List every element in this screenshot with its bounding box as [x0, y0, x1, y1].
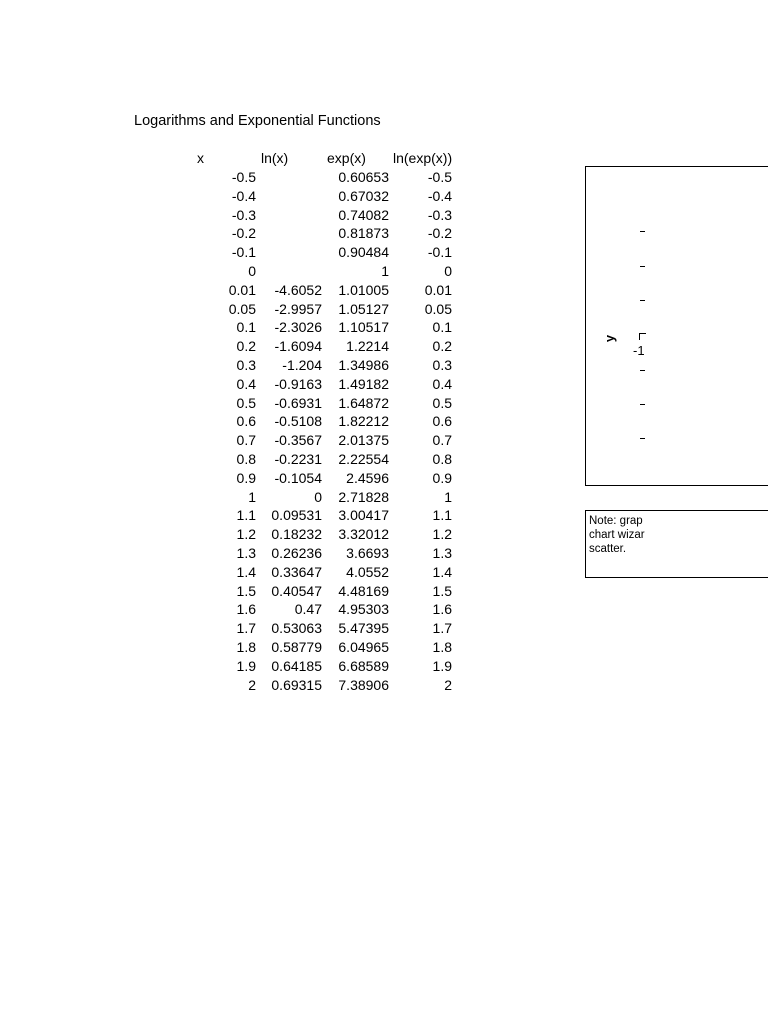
cell-ln-exp-x: 1.9	[432, 657, 452, 674]
cell-ln-x: 0.09531	[271, 507, 322, 524]
cell-x: 0.9	[236, 469, 256, 486]
header-ln-x: ln(x)	[261, 150, 289, 166]
cell-exp-x: 0.60653	[338, 169, 389, 185]
cell-exp-x: 0.74082	[338, 206, 389, 223]
cell-x: 1.4	[236, 563, 256, 580]
cell-ln-exp-x: 2	[444, 676, 452, 693]
cell-ln-x: -1.204	[282, 356, 322, 373]
cell-x: 0	[248, 262, 256, 279]
y-axis-tick	[640, 370, 645, 371]
cell-ln-x: 0.69315	[271, 676, 322, 693]
table-row	[0, 243, 470, 262]
cell-ln-exp-x: 0.8	[432, 450, 452, 467]
cell-ln-x: 0.40547	[271, 582, 322, 599]
table-row	[0, 206, 470, 225]
cell-ln-x: 0.47	[294, 601, 322, 618]
cell-x: -0.1	[231, 244, 256, 261]
cell-exp-x: 1	[381, 262, 389, 279]
cell-x: 1.3	[236, 544, 256, 561]
cell-x: 0.05	[228, 300, 256, 317]
cell-x: 1.9	[236, 657, 256, 674]
cell-exp-x: 1.10517	[338, 319, 389, 336]
note-line: Note: grap	[589, 515, 643, 527]
cell-exp-x: 0.90484	[338, 244, 389, 261]
cell-ln-exp-x: 0.6	[432, 413, 452, 430]
cell-x: 0.4	[236, 375, 256, 392]
cell-x: 0.2	[236, 338, 256, 355]
cell-ln-exp-x: 1	[444, 488, 452, 505]
cell-exp-x: 1.01005	[338, 281, 389, 298]
cell-ln-x: -0.9163	[274, 375, 322, 392]
table-row	[0, 337, 470, 356]
cell-x: 0.5	[236, 394, 256, 411]
cell-x: 1.8	[236, 638, 256, 655]
cell-ln-x: -0.3567	[274, 432, 322, 449]
y-axis-tick	[640, 266, 645, 267]
cell-ln-exp-x: -0.5	[427, 169, 452, 185]
chart-frame	[585, 166, 768, 486]
cell-ln-x: -0.5108	[274, 413, 322, 430]
cell-ln-exp-x: 1.8	[432, 638, 452, 655]
cell-ln-x: -2.3026	[274, 319, 322, 336]
cell-exp-x: 3.6693	[346, 544, 389, 561]
cell-exp-x: 3.00417	[338, 507, 389, 524]
cell-exp-x: 1.49182	[338, 375, 389, 392]
cell-x: 1.5	[236, 582, 256, 599]
cell-ln-x: 0.64185	[271, 657, 322, 674]
cell-x: -0.3	[231, 206, 256, 223]
cell-ln-exp-x: 0.01	[424, 281, 452, 298]
cell-ln-exp-x: 1.4	[432, 563, 452, 580]
cell-ln-x: -2.9957	[274, 300, 322, 317]
cell-ln-exp-x: 0	[444, 262, 452, 279]
cell-exp-x: 4.48169	[338, 582, 389, 599]
cell-ln-exp-x: -0.1	[427, 244, 452, 261]
table-row	[0, 281, 470, 300]
table-row	[0, 619, 470, 638]
table-row	[0, 431, 470, 450]
table-row	[0, 300, 470, 319]
cell-ln-exp-x: 0.4	[432, 375, 452, 392]
x-axis-tick-label: -1	[633, 343, 645, 358]
cell-ln-exp-x: 0.7	[432, 432, 452, 449]
table-row	[0, 676, 470, 695]
cell-exp-x: 4.95303	[338, 601, 389, 618]
y-axis-label: y	[602, 334, 618, 343]
cell-ln-exp-x: 1.6	[432, 601, 452, 618]
cell-x: 2	[248, 676, 256, 693]
cell-ln-exp-x: -0.3	[427, 206, 452, 223]
cell-ln-exp-x: 0.3	[432, 356, 452, 373]
y-axis-tick	[640, 438, 645, 439]
table-row	[0, 488, 470, 507]
table-row	[0, 563, 470, 582]
cell-ln-x: 0.58779	[271, 638, 322, 655]
cell-ln-exp-x: 0.5	[432, 394, 452, 411]
cell-ln-exp-x: -0.2	[427, 225, 452, 242]
header-x: x	[197, 150, 204, 166]
cell-ln-exp-x: 1.5	[432, 582, 452, 599]
table-row	[0, 168, 470, 187]
cell-exp-x: 1.82212	[338, 413, 389, 430]
cell-x: 0.01	[228, 281, 256, 298]
table-row	[0, 638, 470, 657]
cell-x: 0.1	[236, 319, 256, 336]
cell-exp-x: 4.0552	[346, 563, 389, 580]
cell-x: 0.8	[236, 450, 256, 467]
cell-exp-x: 0.67032	[338, 187, 389, 204]
cell-exp-x: 0.81873	[338, 225, 389, 242]
y-axis-tick	[640, 231, 645, 232]
cell-exp-x: 1.34986	[338, 356, 389, 373]
cell-ln-x: 0.18232	[271, 526, 322, 543]
cell-ln-exp-x: 0.2	[432, 338, 452, 355]
cell-x: -0.2	[231, 225, 256, 242]
table-row	[0, 506, 470, 525]
note-line: scatter.	[589, 543, 627, 555]
cell-x: -0.4	[231, 187, 256, 204]
cell-ln-exp-x: -0.4	[427, 187, 452, 204]
cell-ln-x: -4.6052	[274, 281, 322, 298]
table-row	[0, 394, 470, 413]
cell-ln-x: 0.26236	[271, 544, 322, 561]
cell-ln-exp-x: 0.9	[432, 469, 452, 486]
y-axis-tick	[640, 404, 645, 405]
table-row	[0, 318, 470, 337]
cell-ln-exp-x: 1.7	[432, 620, 452, 637]
cell-ln-x: -0.6931	[274, 394, 322, 411]
cell-ln-exp-x: 1.3	[432, 544, 452, 561]
cell-exp-x: 5.47395	[338, 620, 389, 637]
cell-x: 1.2	[236, 526, 256, 543]
cell-ln-exp-x: 1.1	[432, 507, 452, 524]
cell-exp-x: 6.04965	[338, 638, 389, 655]
cell-exp-x: 3.32012	[338, 526, 389, 543]
cell-ln-exp-x: 0.1	[432, 319, 452, 336]
cell-ln-x: 0	[314, 488, 322, 505]
table-row	[0, 356, 470, 375]
table-row	[0, 262, 470, 281]
table-row	[0, 375, 470, 394]
cell-exp-x: 1.05127	[338, 300, 389, 317]
cell-exp-x: 7.38906	[338, 676, 389, 693]
cell-exp-x: 2.01375	[338, 432, 389, 449]
note-line: chart wizar	[589, 529, 645, 541]
cell-x: 1	[248, 488, 256, 505]
cell-exp-x: 2.4596	[346, 469, 389, 486]
cell-exp-x: 6.68589	[338, 657, 389, 674]
cell-x: -0.5	[231, 169, 256, 185]
table-row	[0, 450, 470, 469]
cell-exp-x: 2.22554	[338, 450, 389, 467]
cell-x: 1.7	[236, 620, 256, 637]
cell-x: 0.6	[236, 413, 256, 430]
table-row	[0, 582, 470, 601]
cell-exp-x: 1.64872	[338, 394, 389, 411]
table-row	[0, 544, 470, 563]
cell-x: 0.3	[236, 356, 256, 373]
cell-x: 0.7	[236, 432, 256, 449]
table-row	[0, 657, 470, 676]
data-table	[0, 168, 470, 694]
cell-x: 1.6	[236, 601, 256, 618]
cell-ln-exp-x: 1.2	[432, 526, 452, 543]
cell-ln-x: -1.6094	[274, 338, 322, 355]
cell-exp-x: 2.71828	[338, 488, 389, 505]
table-row	[0, 525, 470, 544]
axis-origin-corner	[639, 333, 646, 340]
table-row	[0, 224, 470, 243]
note-box	[585, 510, 768, 578]
cell-ln-x: 0.53063	[271, 620, 322, 637]
y-axis-tick	[640, 300, 645, 301]
cell-ln-exp-x: 0.05	[424, 300, 452, 317]
table-row	[0, 187, 470, 206]
header-ln-exp-x: ln(exp(x))	[393, 150, 453, 166]
table-row	[0, 600, 470, 619]
header-exp-x: exp(x)	[327, 150, 366, 166]
cell-x: 1.1	[236, 507, 256, 524]
table-row	[0, 469, 470, 488]
cell-ln-x: -0.2231	[274, 450, 322, 467]
table-row	[0, 412, 470, 431]
cell-ln-x: 0.33647	[271, 563, 322, 580]
cell-exp-x: 1.2214	[346, 338, 389, 355]
page-title: Logarithms and Exponential Functions	[134, 113, 381, 129]
cell-ln-x: -0.1054	[274, 469, 322, 486]
